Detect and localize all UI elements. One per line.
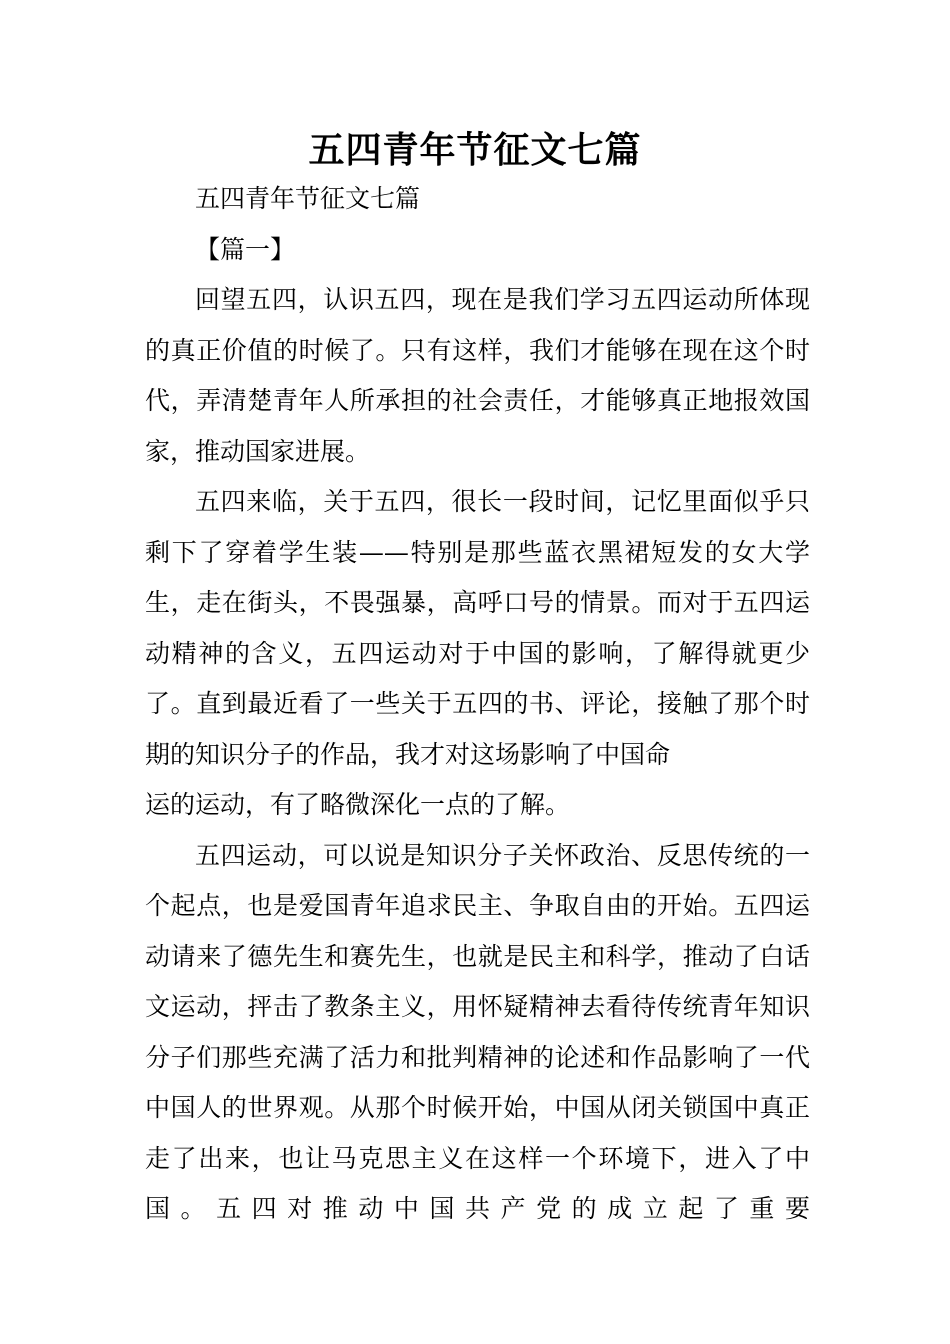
- document-body: [145, 174, 810, 1235]
- paragraph-2: 五四来临，关于五四，很长一段时间，记忆里面似乎只剩下了穿着学生装——特别是那些蓝衣黑裙短发的女大学生，走在街头，不畏强暴，高呼口号的情景。而对于五四运动精神的含义，五四运动对于中国的影响，了解得就更少了。直到最近看了一些关于五四的书、评论，接触了那个时期的知识分子的作品，我才对这场影响了中国命: [145, 487, 810, 769]
- paragraph-2-continuation: 运的运动，有了略微深化一点的了解。: [145, 790, 571, 819]
- paragraph-1: 回望五四，认识五四，现在是我们学习五四运动所体现的真正价值的时候了。只有这样，我们才能够在现在这个时代，弄清楚青年人所承担的社会责任，才能够真正地报效国家，推动国家进展。: [145, 285, 810, 466]
- document-title: 五四青年节征文七篇: [308, 129, 642, 171]
- paragraph-3: 五四运动，可以说是知识分子关怀政治、反思传统的一个起点，也是爱国青年追求民主、争取自由的开始。五四运动请来了德先生和赛先生，也就是民主和科学，推动了白话文运动，抨击了教条主义，用怀疑精神去看待传统青年知识分子们那些充满了活力和批判精神的论述和作品影响了一代中国人的世界观。从那个时候开始，中国从闭关锁国中真正走了出来，也让马克思主义在这样一个环境下，进入了中国。五四对推动中国共产党的成立起了重要: [145, 840, 810, 1223]
- section-label: 【篇一】: [195, 234, 296, 264]
- subtitle-line: 五四青年节征文七篇: [195, 184, 421, 213]
